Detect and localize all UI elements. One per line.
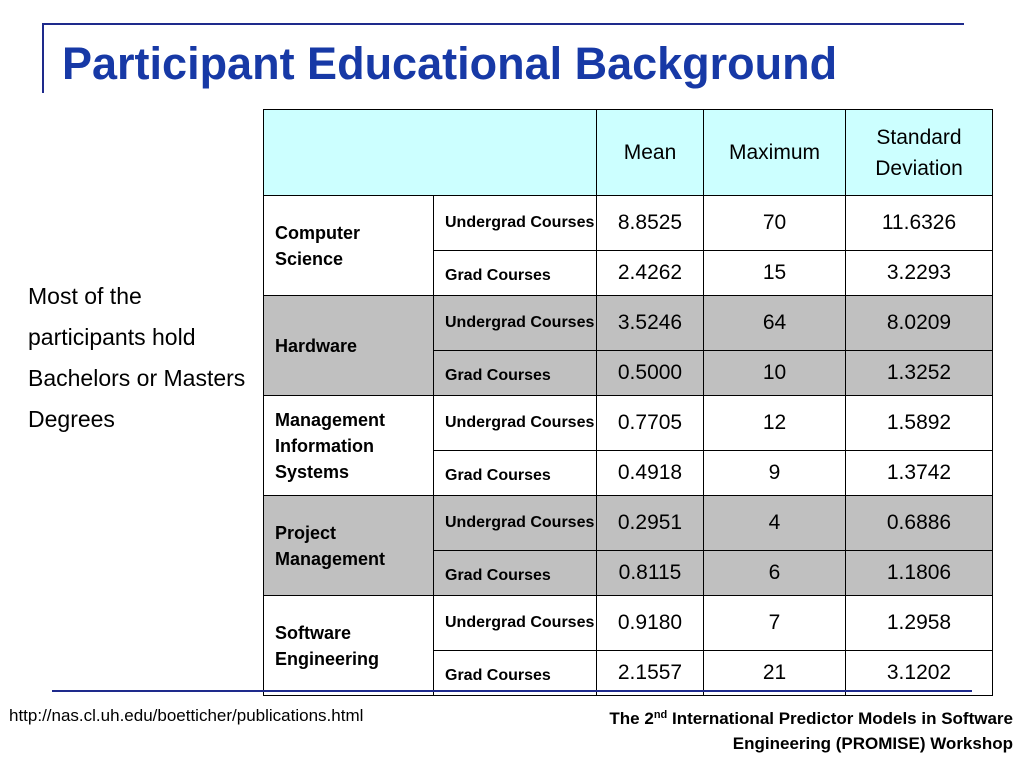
table-header-row (264, 110, 993, 196)
std-dev-cell: 1.1806 (846, 551, 993, 596)
mean-cell: 0.4918 (597, 451, 704, 496)
footer-superscript: nd (653, 709, 668, 721)
course-type-cell: Undergrad Courses (434, 396, 597, 451)
course-type-cell: Grad Courses (434, 651, 597, 696)
std-dev-cell: 1.2958 (846, 596, 993, 651)
course-type-cell: Grad Courses (434, 251, 597, 296)
course-type-cell: Undergrad Courses (434, 496, 597, 551)
std-dev-cell: 3.2293 (846, 251, 993, 296)
header-empty-cell (264, 110, 597, 196)
maximum-cell: 7 (704, 596, 846, 651)
slide-title: Participant Educational Background (62, 38, 838, 89)
mean-cell: 0.8115 (597, 551, 704, 596)
course-type-cell: Grad Courses (434, 451, 597, 496)
mean-cell: 0.9180 (597, 596, 704, 651)
category-cell: Computer Science (264, 196, 434, 296)
mean-cell: 0.2951 (597, 496, 704, 551)
category-cell: Management Information Systems (264, 396, 434, 496)
mean-cell: 0.7705 (597, 396, 704, 451)
mean-cell: 0.5000 (597, 351, 704, 396)
top-rule (42, 23, 964, 25)
std-dev-cell: 0.6886 (846, 496, 993, 551)
footer-line-1 (609, 706, 1013, 731)
maximum-cell: 21 (704, 651, 846, 696)
category-cell: Project Management (264, 496, 434, 596)
maximum-cell: 9 (704, 451, 846, 496)
maximum-cell: 6 (704, 551, 846, 596)
maximum-cell: 70 (704, 196, 846, 251)
std-dev-cell: 1.3742 (846, 451, 993, 496)
mean-cell: 8.8525 (597, 196, 704, 251)
side-note: Most of the participants hold Bachelors or Masters Degrees (28, 283, 246, 432)
header-maximum: Maximum (704, 110, 846, 196)
std-dev-cell: 1.3252 (846, 351, 993, 396)
footer-workshop-title (609, 706, 1013, 756)
table-row (264, 396, 993, 451)
std-dev-cell: 11.6326 (846, 196, 993, 251)
side-rule (42, 23, 44, 93)
table-row (264, 296, 993, 351)
education-table (263, 109, 993, 696)
maximum-cell: 10 (704, 351, 846, 396)
course-type-cell: Grad Courses (434, 551, 597, 596)
std-dev-cell: 8.0209 (846, 296, 993, 351)
category-cell: Software Engineering (264, 596, 434, 696)
maximum-cell: 64 (704, 296, 846, 351)
header-mean: Mean (597, 110, 704, 196)
std-dev-cell: 3.1202 (846, 651, 993, 696)
header-std-dev: Standard Deviation (846, 110, 993, 196)
footer-url: http://nas.cl.uh.edu/boetticher/publications.html (9, 706, 364, 725)
table-row (264, 596, 993, 651)
footer-line-2: Engineering (PROMISE) Workshop (732, 734, 1013, 753)
footer-line-1-rest: International Predictor Models in Software (667, 709, 1013, 728)
category-cell: Hardware (264, 296, 434, 396)
maximum-cell: 15 (704, 251, 846, 296)
course-type-cell: Undergrad Courses (434, 296, 597, 351)
maximum-cell: 12 (704, 396, 846, 451)
table-row (264, 196, 993, 251)
std-dev-cell: 1.5892 (846, 396, 993, 451)
mean-cell: 2.1557 (597, 651, 704, 696)
footer-prefix: The 2 (609, 709, 654, 728)
maximum-cell: 4 (704, 496, 846, 551)
course-type-cell: Undergrad Courses (434, 196, 597, 251)
course-type-cell: Undergrad Courses (434, 596, 597, 651)
course-type-cell: Grad Courses (434, 351, 597, 396)
table-row (264, 496, 993, 551)
mean-cell: 2.4262 (597, 251, 704, 296)
bottom-rule (52, 690, 972, 692)
mean-cell: 3.5246 (597, 296, 704, 351)
